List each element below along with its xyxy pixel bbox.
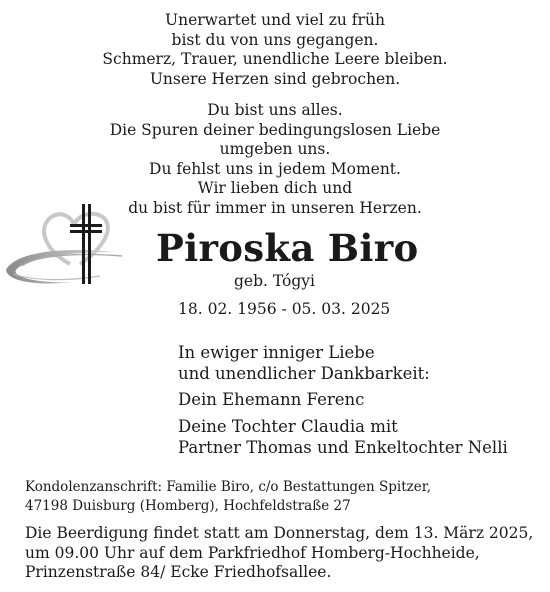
birth-name: geb. Tógyi [234,272,315,290]
mourner-line: Dein Ehemann Ferenc [178,390,365,409]
mourner-family [178,416,508,458]
dedication [178,342,430,384]
poem-line: umgeben uns. [219,140,331,159]
poem-line: Unerwartet und viel zu früh [165,11,385,29]
poem-line: Unsere Herzen sind gebrochen. [149,69,401,88]
poem-line: bist du von uns gegangen. [171,30,379,49]
condolence-address [25,478,431,515]
condolence-line: 47198 Duisburg (Homberg), Hochfeldstraße 27 [25,497,351,514]
poem-line: Die Spuren deiner bedingungslosen Liebe [109,120,441,139]
poem-line: du bist für immer in unseren Herzen. [128,198,422,217]
dedication-line: und unendlicher Dankbarkeit: [178,364,430,383]
funeral-line: Prinzenstraße 84/ Ecke Friedhofsallee. [25,563,332,582]
condolence-line: Kondolenzanschrift: Familie Biro, c/o Bestattungen Spitzer, [25,479,432,495]
poem-stanza-1 [0,11,550,89]
poem-line: Schmerz, Trauer, unendliche Leere bleiben. [102,50,448,69]
funeral-line: um 09.00 Uhr auf dem Parkfriedhof Homberg-Hochheide, [25,543,480,562]
poem-line: Du fehlst uns in jedem Moment. [149,159,401,178]
poem-line: Wir lieben dich und [197,179,353,198]
funeral-details [25,524,533,583]
mourner-husband [178,389,364,410]
poem-line: Du bist uns alles. [207,101,343,119]
mourner-line: Partner Thomas und Enkeltochter Nelli [178,438,508,457]
deceased-name: Piroska Biro [156,226,419,270]
funeral-line: Die Beerdigung findet statt am Donnerstag, dem 13. März 2025, [25,524,534,542]
mourner-line: Deine Tochter Claudia mit [178,417,398,436]
dedication-line: In ewiger inniger Liebe [178,343,375,362]
life-dates: 18. 02. 1956 - 05. 03. 2025 [178,300,391,318]
heart-cross-icon [4,198,154,290]
